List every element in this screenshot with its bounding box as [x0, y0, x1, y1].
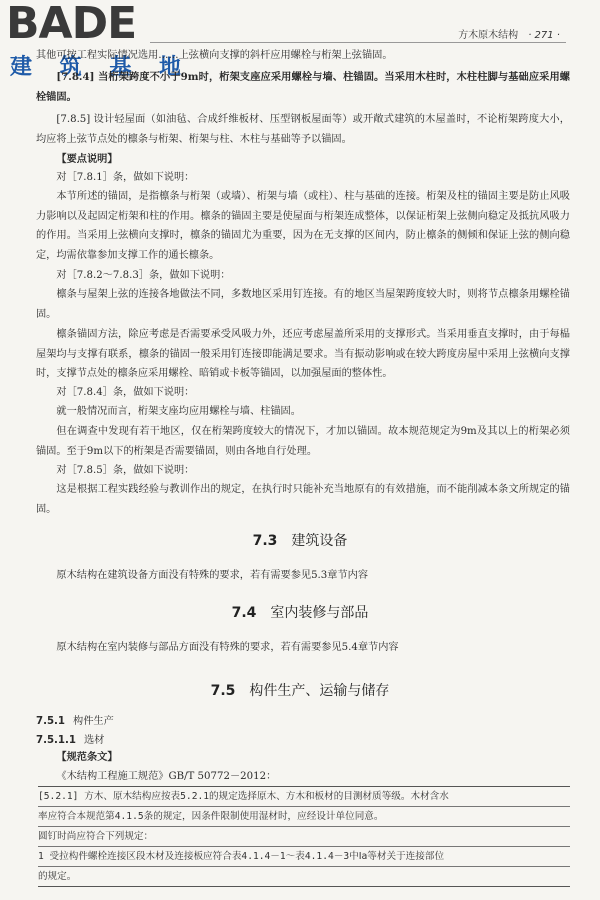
subsection-number: 7.5.1.1 — [36, 735, 76, 746]
section-number: 7.3 — [252, 533, 278, 549]
paragraph: 檩条锚固方法，除应考虑是否需要承受风吸力外，还应考虑屋盖所采用的支撑形式。当采用垂直支撑时，由于每榀屋架均与支撑有联系，檩条的锚固一般采用钉连接即能满足要求。当有振动影响或在较大跨度房屋中采用上弦横向支撑时，支撑节点处的檩条应采用螺栓、暗销或卡板等锚固，以加强屋面的整体性。 — [36, 329, 570, 380]
key-points-heading: 【要点说明】 — [56, 153, 118, 165]
paragraph: 檩条与屋架上弦的连接各地做法不同，多数地区采用钉连接。有的地区当屋架跨度较大时，则将节点檩条用螺栓锚固。 — [36, 289, 570, 320]
spec-line: [5.2.1] 方木、原木结构应按表5.2.1的规定选择原木、方木和板材的目测材质等级。木材含水 — [38, 787, 570, 807]
paragraph: 对［7.8.1］条，做如下说明： — [56, 172, 195, 183]
spec-line: 的规定。 — [38, 871, 77, 882]
spec-source: 《木结构工程施工规范》GB/T 50772－2012： — [56, 771, 277, 782]
subsection-title: 选材 — [83, 735, 105, 746]
paragraph: 对［7.8.4］条，做如下说明： — [56, 387, 195, 398]
subsection-heading — [36, 731, 104, 746]
paragraph: [7.8.5] 设计轻屋面（如油毡、合成纤维板材、压型钢板屋面等）或开敞式建筑的木屋盖时，不论桁架跨度大小，均应将上弦节点处的檩条与桁架、桁架与柱、木柱与基础等予以锚固。 — [36, 114, 570, 145]
subsection-title: 构件生产 — [73, 716, 114, 727]
section-title: 建筑设备 — [291, 533, 348, 549]
paragraph: [7.8.4] 当桁架跨度不小于9m时，桁架支座应采用螺栓与墙、柱锚固。当采用木柱时，木柱柱脚与基础应采用螺栓锚固。 — [36, 71, 570, 103]
spec-line: 圆钉时尚应符合下列规定： — [38, 827, 570, 847]
section-body: 原木结构在建筑设备方面没有特殊的要求，若有需要参见5.3章节内容 — [56, 570, 369, 581]
subsection-heading — [36, 712, 114, 727]
paragraph: 对［7.8.2～7.8.3］条，做如下说明： — [56, 270, 231, 281]
section-heading — [0, 680, 600, 700]
section-number: 7.5 — [210, 683, 236, 699]
section-heading — [0, 530, 600, 550]
spec-text-box — [38, 786, 570, 887]
brand-subtitle: 建 筑 基 地 — [10, 55, 191, 80]
paragraph: 本节所述的锚固，是指檩条与桁架（或墙）、桁架与墙（或柱）、柱与基础的连接。桁架及柱的锚固主要是防止风吸力影响以及起固定桁架和柱的作用。檩条的锚固主要是使屋面与桁架连成整体，以保证桁架上弦侧向稳定及抵抗风吸力的作用。当采用上弦横向支撑时，檩条的锚固尤为重要，因为在无支撑的区间内，防止檩条的侧倾和保证上弦的侧向稳定，均需依靠参加支撑工作的通长檩条。 — [36, 191, 570, 261]
paragraph: 其他可按工程实际情况选用……上弦横向支撑的斜杆应用螺栓与桁架上弦锚固。 — [36, 50, 393, 61]
section-number: 7.4 — [231, 605, 257, 621]
brand-logo: BADE — [6, 0, 137, 49]
subsection-number: 7.5.1 — [36, 716, 66, 727]
paragraph: 但在调查中发现有若干地区，仅在桁架跨度较大的情况下，才加以锚固。故本规范规定为9m及其以上的桁架必须锚固。至于9m以下的桁架是否需要锚固，则由各地自行处理。 — [36, 426, 570, 457]
spec-line: 1 受拉构件螺栓连接区段木材及连接板应符合表4.1.4－1～表4.1.4－3中Ⅰa等材关于连接部位 — [38, 847, 570, 867]
book-title: 方木原木结构 — [458, 30, 519, 41]
section-heading — [0, 602, 600, 622]
section-title: 构件生产、运输与储存 — [249, 683, 390, 699]
paragraph: 对［7.8.5］条，做如下说明： — [56, 465, 195, 476]
spec-line: 率应符合本规范第4.1.5条的规定，因条件限制使用湿材时，应经设计单位同意。 — [38, 807, 570, 827]
spec-label: 【规范条文】 — [56, 751, 118, 763]
section-title: 室内装修与部品 — [270, 605, 369, 621]
running-header — [458, 26, 560, 41]
paragraph: 这是根据工程实践经验与教训作出的规定，在执行时只能补充当地原有的有效措施，而不能削减本条文所规定的锚固。 — [36, 484, 570, 515]
header-rule — [150, 42, 566, 43]
page-number: · 271 · — [528, 30, 560, 41]
paragraph: 就一般情况而言，桁架支座均应用螺栓与墙、柱锚固。 — [56, 406, 301, 417]
section-body: 原木结构在室内装修与部品方面没有特殊的要求，若有需要参见5.4章节内容 — [56, 642, 399, 653]
